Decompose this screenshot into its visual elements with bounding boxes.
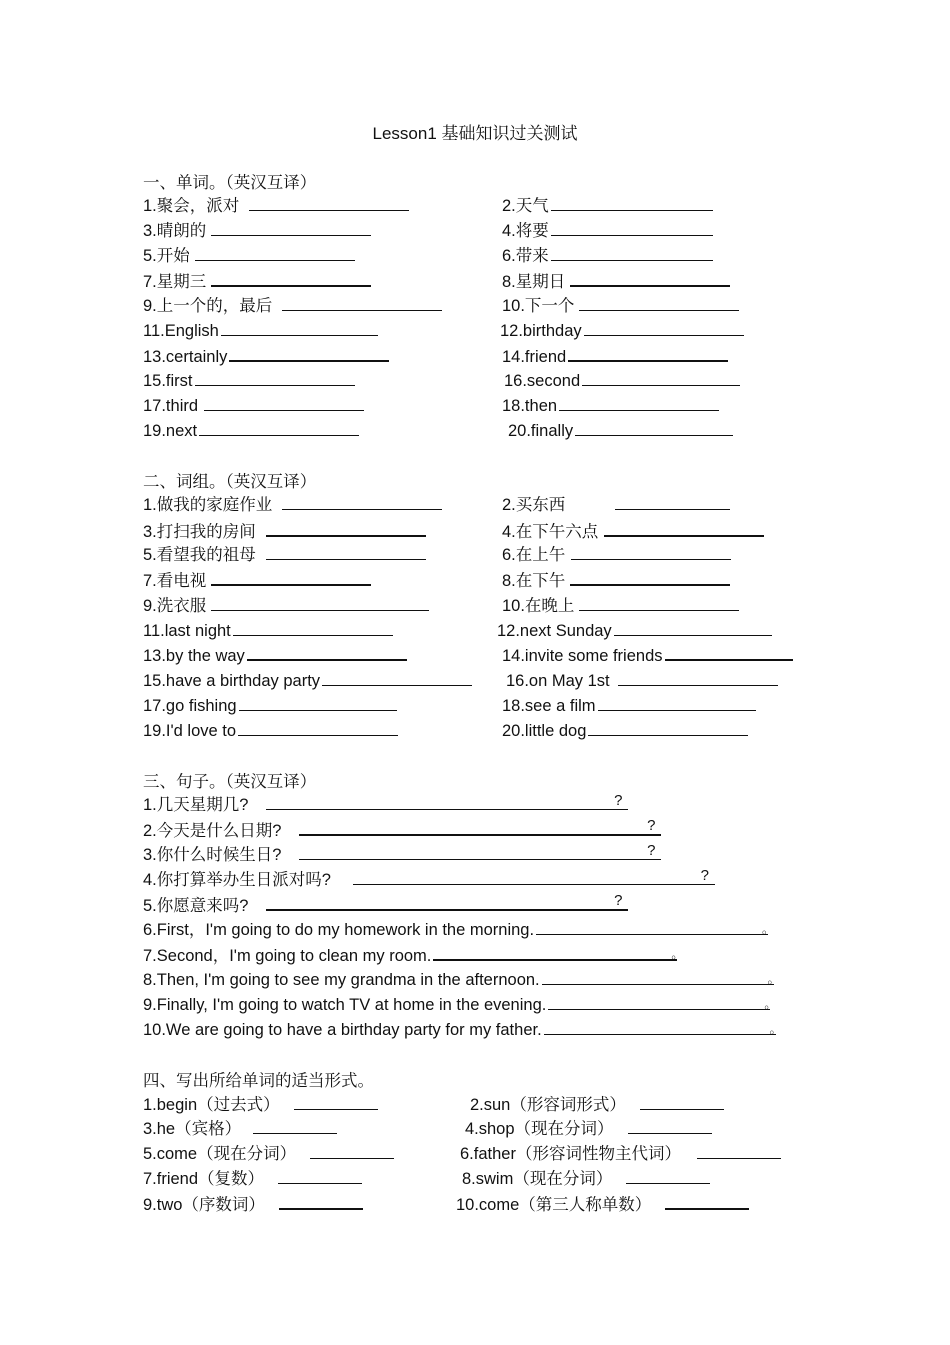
answer-blank[interactable] <box>199 420 359 436</box>
word-item: 17.third <box>143 395 364 416</box>
answer-line[interactable]: 。 <box>544 1019 776 1035</box>
answer-blank[interactable] <box>310 1143 394 1159</box>
phrase-item: 11.last night <box>143 620 393 641</box>
word-item: 14.friend <box>502 345 728 367</box>
sentence-item: 10.We are going to have a birthday party for my father. 。 <box>143 1021 782 1039</box>
phrase-item: 8.在下午 <box>502 569 730 591</box>
answer-line[interactable]: 。 <box>433 944 677 961</box>
section-heading-forms: 四、写出所给单词的适当形式。 <box>143 1071 374 1090</box>
form-item: 4.shop（现在分词） <box>465 1118 712 1139</box>
word-item: 7.星期三 <box>143 270 371 292</box>
section-heading-sentences: 三、句子。（英汉互译） <box>143 772 317 791</box>
answer-blank[interactable] <box>575 420 733 436</box>
answer-blank[interactable] <box>266 544 426 560</box>
answer-blank[interactable] <box>640 1094 724 1110</box>
phrase-item: 6.在上午 <box>502 544 731 565</box>
answer-blank[interactable] <box>282 494 442 510</box>
answer-blank[interactable] <box>570 270 730 287</box>
form-item: 1.begin（过去式） <box>143 1094 378 1115</box>
word-item: 2.天气 <box>502 195 713 216</box>
answer-blank[interactable] <box>239 695 397 711</box>
word-item: 20.finally <box>508 420 733 441</box>
answer-blank[interactable] <box>294 1094 378 1110</box>
answer-blank[interactable] <box>551 195 713 211</box>
answer-blank[interactable] <box>588 720 748 736</box>
sentence-item: 5.你愿意来吗? ? <box>143 894 628 916</box>
phrase-item: 5.看望我的祖母 <box>143 544 426 565</box>
answer-blank[interactable] <box>551 220 713 236</box>
phrase-item: 1.做我的家庭作业 <box>143 494 442 515</box>
form-item: 6.father（形容词性物主代词） <box>460 1143 781 1164</box>
answer-line[interactable]: ? <box>266 894 628 911</box>
phrase-item: 16.on May 1st <box>506 670 778 691</box>
answer-blank[interactable] <box>221 320 378 336</box>
answer-line[interactable]: 。 <box>542 969 774 985</box>
answer-blank[interactable] <box>282 295 442 311</box>
word-item: 9.上一个的，最后 <box>143 295 442 316</box>
answer-blank[interactable] <box>665 644 793 661</box>
sentence-item: 4.你打算举办生日派对吗? ? <box>143 869 715 890</box>
answer-blank[interactable] <box>211 569 371 586</box>
answer-blank[interactable] <box>247 644 407 661</box>
phrase-item: 17.go fishing <box>143 695 397 716</box>
answer-line[interactable]: ? <box>353 869 715 885</box>
sentence-item: 2.今天是什么日期? ? <box>143 819 661 841</box>
form-item: 5.come（现在分词） <box>143 1143 394 1164</box>
answer-blank[interactable] <box>233 620 393 636</box>
answer-blank[interactable] <box>551 245 713 261</box>
word-item: 13.certainly <box>143 345 389 367</box>
answer-blank[interactable] <box>266 520 426 537</box>
answer-blank[interactable] <box>211 220 371 236</box>
answer-blank[interactable] <box>665 1193 749 1210</box>
answer-blank[interactable] <box>584 320 744 336</box>
answer-blank[interactable] <box>253 1118 337 1134</box>
word-item: 3.晴朗的 <box>143 220 371 241</box>
word-item: 5.开始 <box>143 245 355 266</box>
answer-blank[interactable] <box>559 395 719 411</box>
answer-blank[interactable] <box>211 270 371 287</box>
answer-blank[interactable] <box>568 345 728 362</box>
answer-blank[interactable] <box>618 670 778 686</box>
phrase-item: 9.洗衣服 <box>143 595 429 616</box>
phrase-item: 4.在下午六点 <box>502 520 764 542</box>
section-heading-phrases: 二、词组。（英汉互译） <box>143 472 317 491</box>
phrase-item: 7.看电视 <box>143 569 371 591</box>
answer-blank[interactable] <box>570 569 730 586</box>
form-item: 10.come（第三人称单数） <box>456 1193 749 1215</box>
word-item: 16.second <box>504 370 740 391</box>
form-item: 2.sun（形容词形式） <box>470 1094 724 1115</box>
phrase-item: 10.在晚上 <box>502 595 739 616</box>
answer-blank[interactable] <box>626 1168 710 1184</box>
word-item: 8.星期日 <box>502 270 730 292</box>
answer-blank[interactable] <box>322 670 472 686</box>
word-item: 11.English <box>143 320 378 341</box>
form-item: 9.two（序数词） <box>143 1193 363 1215</box>
answer-line[interactable]: 。 <box>536 919 768 935</box>
answer-blank[interactable] <box>229 345 389 362</box>
answer-blank[interactable] <box>582 370 740 386</box>
sentence-item: 3.你什么时候生日? ? <box>143 844 661 865</box>
answer-blank[interactable] <box>571 544 731 560</box>
answer-line[interactable]: ? <box>266 794 628 810</box>
word-item: 15.first <box>143 370 355 391</box>
answer-blank[interactable] <box>697 1143 781 1159</box>
answer-blank[interactable] <box>278 1168 362 1184</box>
word-item: 1.聚会，派对 <box>143 195 409 216</box>
phrase-item: 20.little dog <box>502 720 748 741</box>
sentence-item: 8.Then, I'm going to see my grandma in the afternoon. 。 <box>143 971 780 989</box>
page-title: Lesson1 基础知识过关测试 <box>372 124 578 143</box>
answer-blank[interactable] <box>598 695 756 711</box>
form-item: 3.he（宾格） <box>143 1118 337 1139</box>
answer-blank[interactable] <box>279 1193 363 1210</box>
word-item: 18.then <box>502 395 719 416</box>
answer-line[interactable]: 。 <box>548 994 770 1010</box>
phrase-item: 18.see a film <box>502 695 756 716</box>
phrase-item: 14.invite some friends <box>502 644 793 666</box>
answer-line[interactable]: ? <box>299 819 661 836</box>
phrase-item: 15.have a birthday party <box>143 670 472 691</box>
word-item: 4.将要 <box>502 220 713 241</box>
sentence-item: 1.几天星期几? ? <box>143 794 628 815</box>
answer-blank[interactable] <box>615 494 730 510</box>
answer-blank[interactable] <box>628 1118 712 1134</box>
answer-blank[interactable] <box>604 520 764 537</box>
phrase-item: 3.打扫我的房间 <box>143 520 426 542</box>
answer-blank[interactable] <box>249 195 409 211</box>
answer-blank[interactable] <box>195 370 355 386</box>
sentence-item: 6.First，I'm going to do my homework in the morning. 。 <box>143 921 775 939</box>
answer-line[interactable]: ? <box>299 844 661 860</box>
sentence-item: 9.Finally, I'm going to watch TV at home in the evening. 。 <box>143 996 777 1014</box>
word-item: 19.next <box>143 420 359 441</box>
answer-blank[interactable] <box>614 620 772 636</box>
answer-blank[interactable] <box>204 395 364 411</box>
answer-blank[interactable] <box>238 720 398 736</box>
word-item: 10.下一个 <box>502 295 739 316</box>
word-item: 6.带来 <box>502 245 713 266</box>
phrase-item: 12.next Sunday <box>497 620 772 641</box>
form-item: 7.friend（复数） <box>143 1168 362 1189</box>
answer-blank[interactable] <box>579 595 739 611</box>
answer-blank[interactable] <box>211 595 429 611</box>
answer-blank[interactable] <box>579 295 739 311</box>
section-heading-words: 一、单词。（英汉互译） <box>143 173 317 192</box>
phrase-item: 2.买东西 <box>502 494 730 515</box>
phrase-item: 19.I'd love to <box>143 720 398 741</box>
word-item: 12.birthday <box>500 320 744 341</box>
answer-blank[interactable] <box>195 245 355 261</box>
sentence-item: 7.Second，I'm going to clean my room. 。 <box>143 944 677 966</box>
phrase-item: 13.by the way <box>143 644 407 666</box>
form-item: 8.swim（现在分词） <box>462 1168 710 1189</box>
